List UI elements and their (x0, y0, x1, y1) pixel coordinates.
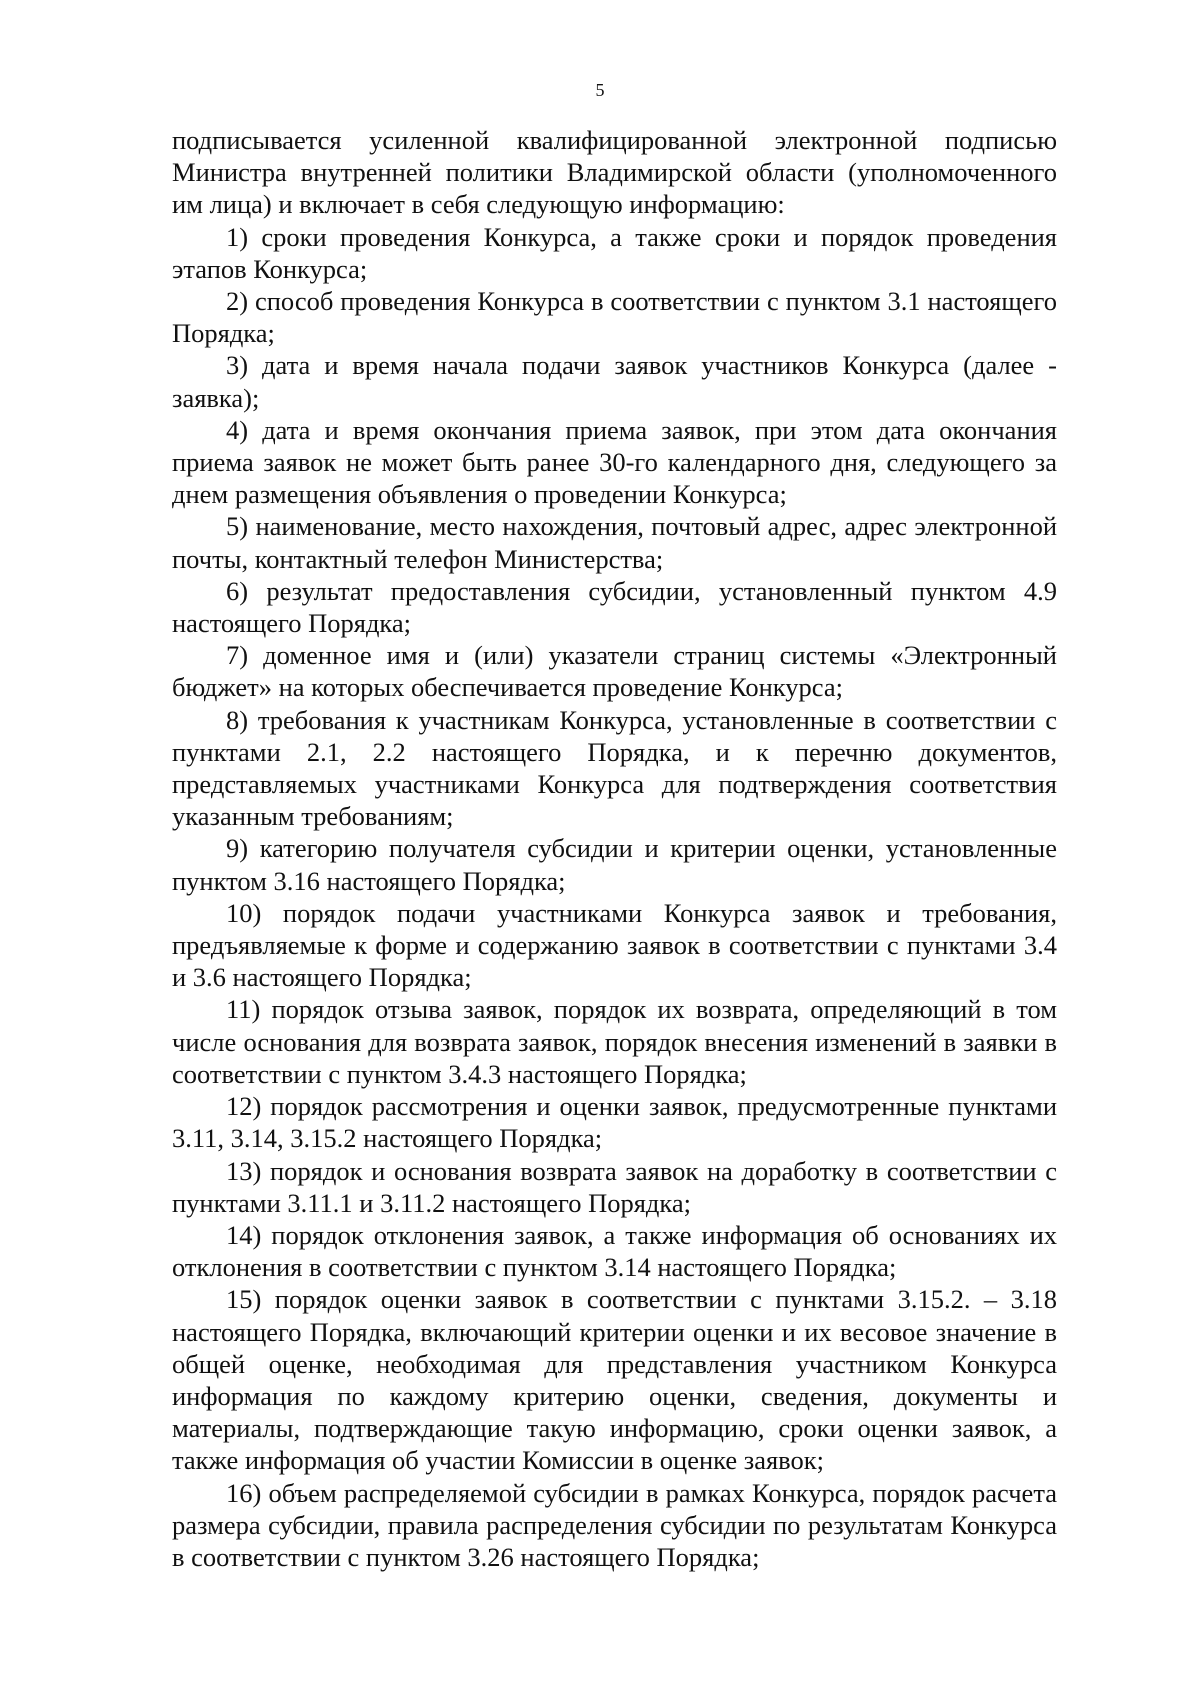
page-number: 5 (595, 80, 605, 100)
list-item-15: 15) порядок оценки заявок в соответствии с пунктами 3.15.2. – 3.18 настоящего Порядка, включающий критерии оценки и их весовое значение в общей оценке, необходимая для представления участником Конкурса информация по каждому критерию оценки, сведения, документы и материалы, подтверждающие такую информацию, сроки оценки заявок, а также информация об участии Комиссии в оценке заявок; (172, 1284, 1057, 1476)
paragraph-continuation: подписывается усиленной квалифицированной электронной подписью Министра внутренней политики Владимирской области (уполномоченного им лица) и включает в себя следующую информацию: (172, 125, 1057, 220)
list-item-7: 7) доменное имя и (или) указатели страниц системы «Электронный бюджет» на которых обеспечивается проведение Конкурса; (172, 640, 1057, 703)
list-item-3: 3) дата и время начала подачи заявок участников Конкурса (далее - заявка); (172, 350, 1057, 413)
list-item-12: 12) порядок рассмотрения и оценки заявок, предусмотренные пунктами 3.11, 3.14, 3.15.2 настоящего Порядка; (172, 1091, 1057, 1154)
list-item-1: 1) сроки проведения Конкурса, а также сроки и порядок проведения этапов Конкурса; (172, 221, 1057, 284)
list-item-9: 9) категорию получателя субсидии и критерии оценки, установленные пунктом 3.16 настоящего Порядка; (172, 833, 1057, 896)
list-item-16: 16) объем распределяемой субсидии в рамках Конкурса, порядок расчета размера субсидии, правила распределения субсидии по результатам Конкурса в соответствии с пунктом 3.26 настоящего Порядка; (172, 1477, 1057, 1572)
list-item-8: 8) требования к участникам Конкурса, установленные в соответствии с пунктами 2.1, 2.2 настоящего Порядка, и к перечню документов, представляемых участниками Конкурса для подтверждения соответствия указанным требованиям; (172, 704, 1057, 832)
list-item-2: 2) способ проведения Конкурса в соответствии с пунктом 3.1 настоящего Порядка; (172, 286, 1057, 349)
document-body (172, 124, 1057, 1573)
list-item-13: 13) порядок и основания возврата заявок на доработку в соответствии с пунктами 3.11.1 и 3.11.2 настоящего Порядка; (172, 1155, 1057, 1218)
list-item-10: 10) порядок подачи участниками Конкурса заявок и требования, предъявляемые к форме и содержанию заявок в соответствии с пунктами 3.4 и 3.6 настоящего Порядка; (172, 897, 1057, 993)
list-item-6: 6) результат предоставления субсидии, установленный пунктом 4.9 настоящего Порядка; (172, 575, 1057, 639)
list-item-11: 11) порядок отзыва заявок, порядок их возврата, определяющий в том числе основания для возврата заявок, порядок внесения изменений в заявки в соответствии с пунктом 3.4.3 настоящего Порядка; (172, 994, 1057, 1089)
list-item-4: 4) дата и время окончания приема заявок, при этом дата окончания приема заявок не может быть ранее 30-го календарного дня, следующего за днем размещения объявления о проведении Конкурса; (172, 414, 1057, 510)
list-item-14: 14) порядок отклонения заявок, а также информация об основаниях их отклонения в соответствии с пунктом 3.14 настоящего Порядка; (172, 1219, 1057, 1283)
list-item-5: 5) наименование, место нахождения, почтовый адрес, адрес электронной почты, контактный телефон Министерства; (172, 511, 1057, 574)
